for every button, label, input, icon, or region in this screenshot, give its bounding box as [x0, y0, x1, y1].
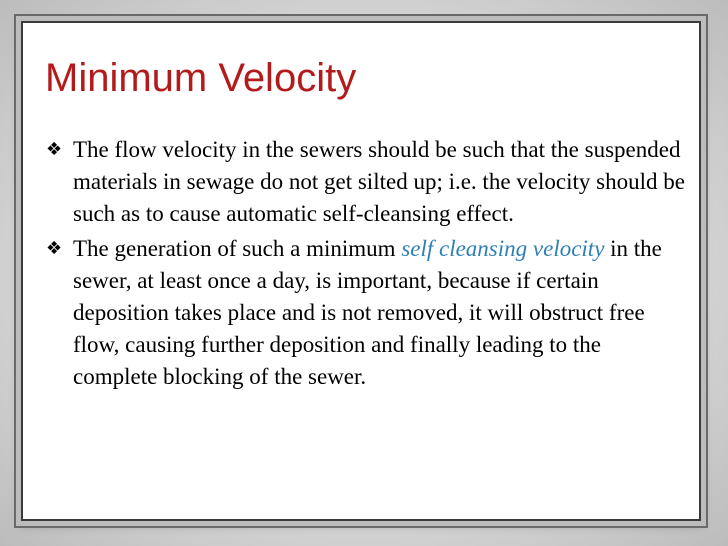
bullet-list	[46, 134, 686, 396]
diamond-bullet-icon: ❖	[46, 238, 63, 259]
slide-title: Minimum Velocity	[45, 56, 357, 100]
bullet-item	[46, 233, 686, 393]
diamond-bullet-icon: ❖	[46, 139, 63, 160]
bullet-text-lead: The generation of such a minimum	[73, 236, 402, 261]
bullet-item	[46, 134, 686, 230]
bullet-text-rest: in the sewer, at least once a day, is important, because if certain deposition takes place and is not removed, it will obstruct free flow, causing further deposition and finally leading to the complete blocking of the sewer.	[73, 236, 662, 389]
bullet-text: The flow velocity in the sewers should be such that the suspended materials in sewage do not get silted up; i.e. the velocity should be such as to cause automatic self-cleansing effect.	[73, 137, 685, 226]
emphasized-term: self cleansing velocity	[401, 236, 605, 261]
